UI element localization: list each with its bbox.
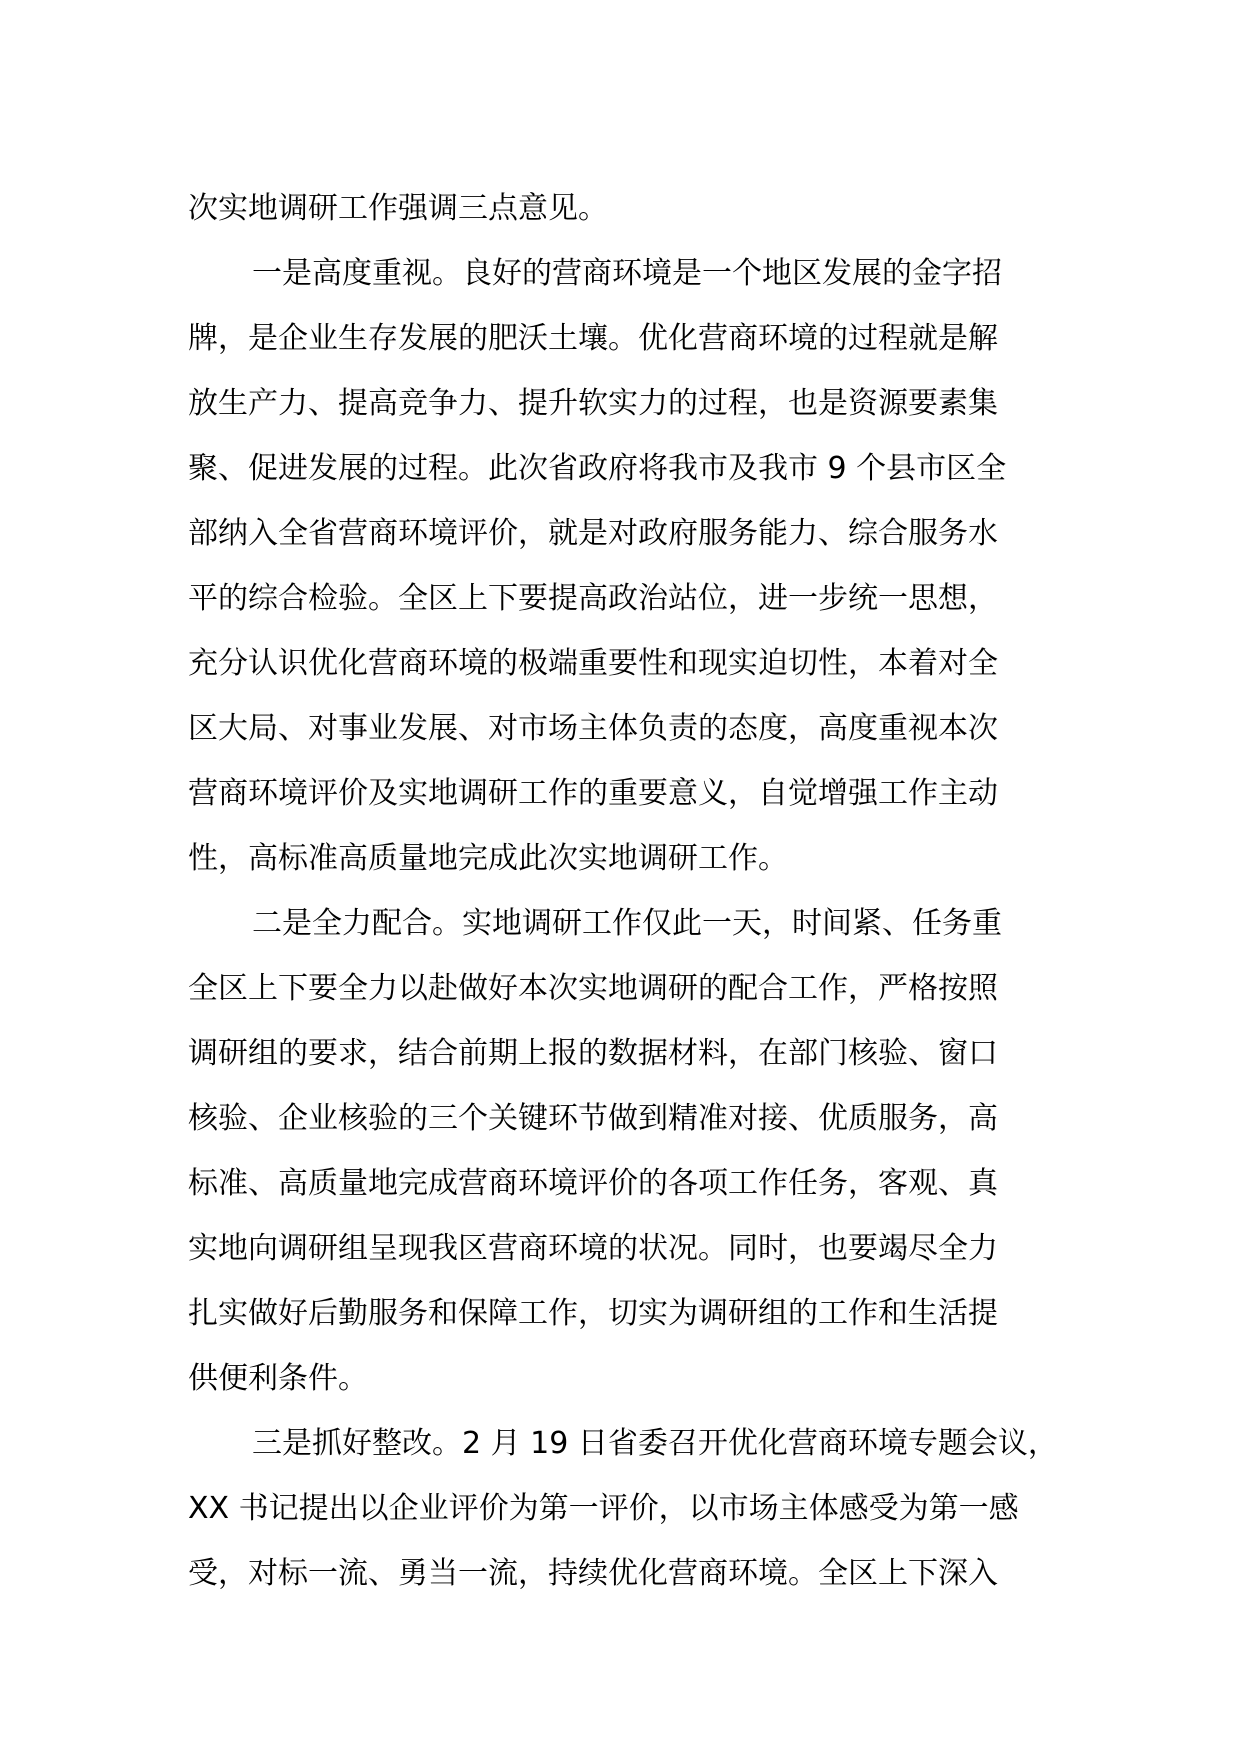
text-line-11: 性，高标准高质量地完成此次实地调研工作。 <box>188 841 788 876</box>
text-line-21: XX 书记提出以企业评价为第一评价，以市场主体感受为第一感 <box>188 1491 1019 1526</box>
text-line-17: 实地向调研组呈现我区营商环境的状况。同时，也要竭尽全力 <box>188 1231 998 1266</box>
text-line-14: 调研组的要求，结合前期上报的数据材料，在部门核验、窗口 <box>188 1036 998 1071</box>
text-line-15: 核验、企业核验的三个关键环节做到精准对接、优质服务，高 <box>188 1101 998 1136</box>
text-line-5: 聚、促进发展的过程。此次省政府将我市及我市 9 个县市区全 <box>188 451 1007 486</box>
text-line-16: 标准、高质量地完成营商环境评价的各项工作任务，客观、真 <box>188 1166 998 1201</box>
text-line-1: 次实地调研工作强调三点意见。 <box>188 191 608 226</box>
text-line-6: 部纳入全省营商环境评价，就是对政府服务能力、综合服务水 <box>188 516 998 551</box>
text-line-4: 放生产力、提高竞争力、提升软实力的过程，也是资源要素集 <box>188 386 998 421</box>
text-line-10: 营商环境评价及实地调研工作的重要意义，自觉增强工作主动 <box>188 776 998 811</box>
text-line-3: 牌，是企业生存发展的肥沃土壤。优化营商环境的过程就是解 <box>188 321 998 356</box>
text-line-13: 全区上下要全力以赴做好本次实地调研的配合工作，严格按照 <box>188 971 998 1006</box>
text-line-18: 扎实做好后勤服务和保障工作，切实为调研组的工作和生活提 <box>188 1296 998 1331</box>
text-line-20: 三是抓好整改。2 月 19 日省委召开优化营商环境专题会议， <box>252 1426 1058 1461</box>
text-line-2: 一是高度重视。良好的营商环境是一个地区发展的金字招 <box>252 256 1002 291</box>
text-line-8: 充分认识优化营商环境的极端重要性和现实迫切性，本着对全 <box>188 646 998 681</box>
text-line-22: 受，对标一流、勇当一流，持续优化营商环境。全区上下深入 <box>188 1556 998 1591</box>
document-body <box>188 176 1058 1606</box>
text-line-9: 区大局、对事业发展、对市场主体负责的态度，高度重视本次 <box>188 711 998 746</box>
text-line-7: 平的综合检验。全区上下要提高政治站位，进一步统一思想， <box>188 581 998 616</box>
text-line-12: 二是全力配合。实地调研工作仅此一天，时间紧、任务重 <box>252 906 1002 941</box>
text-line-19: 供便利条件。 <box>188 1361 368 1396</box>
